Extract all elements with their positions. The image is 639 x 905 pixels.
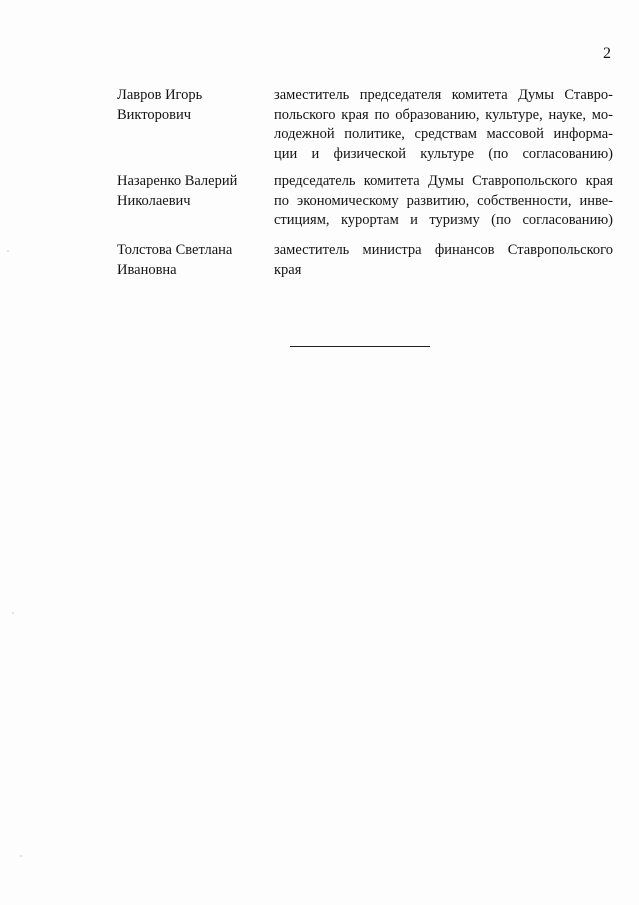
member-name <box>117 241 267 280</box>
member-surname-given: Назаренко Валерий <box>117 173 238 189</box>
scan-speck <box>20 855 22 857</box>
position-line: лодежной политике, средствам массовой информа- <box>274 126 613 142</box>
member-position <box>274 172 613 231</box>
scan-speck <box>7 250 9 252</box>
member-position <box>274 86 613 164</box>
position-line: края <box>274 261 302 278</box>
position-line: заместитель председателя комитета Думы Ставро- <box>274 87 613 103</box>
position-line: председатель комитета Думы Ставропольского края <box>274 173 613 189</box>
member-patronymic: Ивановна <box>117 261 177 278</box>
position-line: стициям, курортам и туризму (по согласованию) <box>274 212 613 228</box>
member-position <box>274 241 613 280</box>
member-patronymic: Викторович <box>117 106 192 123</box>
member-name <box>117 172 267 211</box>
position-line: по экономическому развитию, собственности, инве- <box>274 192 613 209</box>
end-of-list-rule <box>290 346 430 347</box>
page-number: 2 <box>603 45 611 62</box>
member-patronymic: Николаевич <box>117 192 191 209</box>
position-line: польского края по образованию, культуре, науке, мо- <box>274 106 613 123</box>
member-name <box>117 86 267 125</box>
position-line: ции и физической культуре (по согласованию) <box>274 145 613 162</box>
scan-speck <box>12 612 14 614</box>
member-surname-given: Толстова Светлана <box>117 242 233 258</box>
member-surname-given: Лавров Игорь <box>117 87 203 103</box>
position-line: заместитель министра финансов Ставропольского <box>274 242 613 258</box>
